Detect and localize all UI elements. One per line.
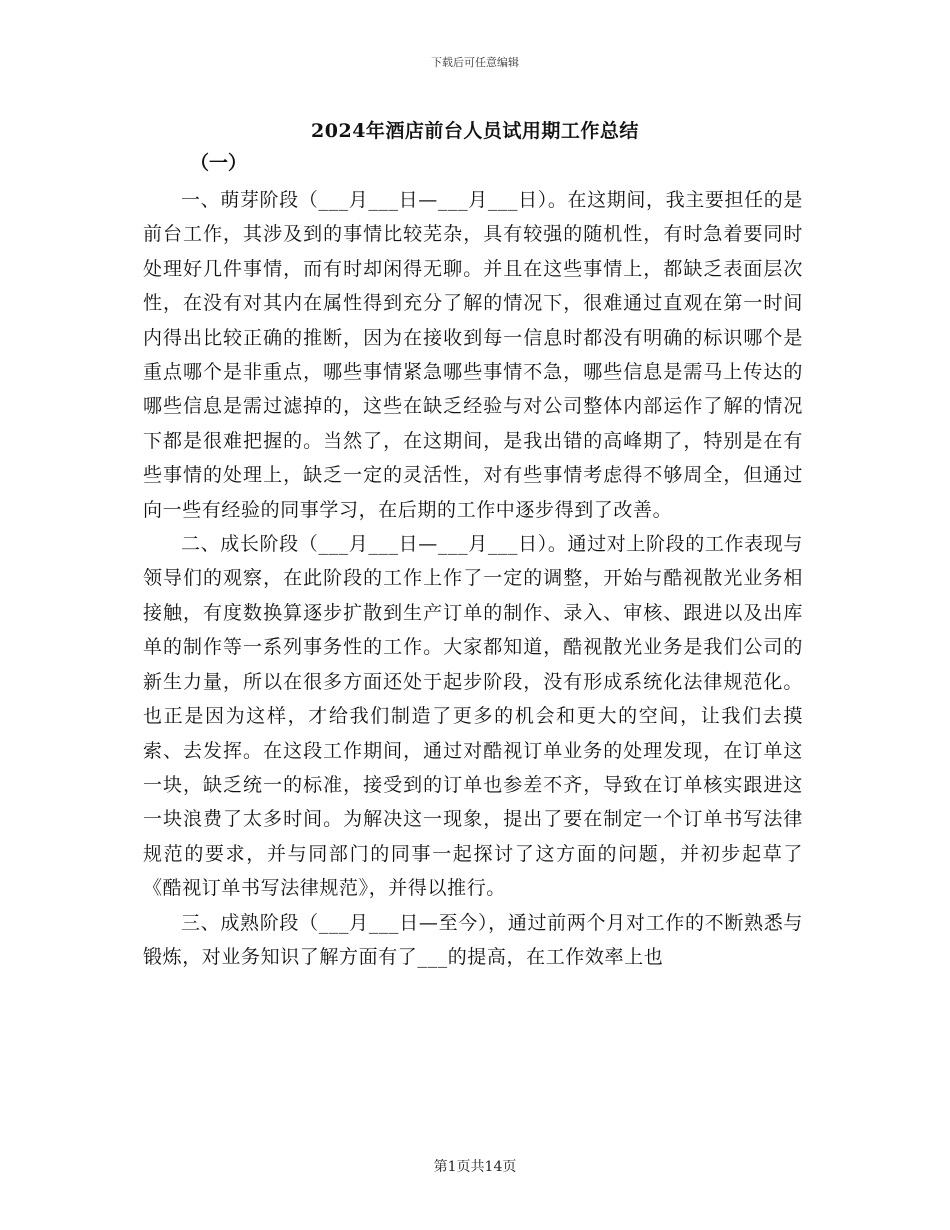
- page-header-note: 下载后可任意编辑: [431, 56, 519, 69]
- document-body: [143, 183, 803, 974]
- section-marker: （一）: [190, 152, 248, 174]
- paragraph-growth-stage: 二、成长阶段（___月___日—___月___日）。通过对上阶段的工作表现与领导们的观察，在此阶段的工作上作了一定的调整，开始与酷视散光业务相接触，有度数换算逐步扩散到生产订单的制作、录入、审核、跟进以及出库单的制作等一系列事务性的工作。大家都知道，酷视散光业务是我们公司的新生力量，所以在很多方面还处于起步阶段，没有形成系统化法律规范化。也正是因为这样，才给我们制造了更多的机会和更大的空间，让我们去摸索、去发挥。在这段工作期间，通过对酷视订单业务的处理发现，在订单这一块，缺乏统一的标准，接受到的订单也参差不齐，导致在订单核实跟进这一块浪费了太多时间。为解决这一现象，提出了要在制定一个订单书写法律规范的要求，并与同部门的同事一起探讨了这方面的问题，并初步起草了《酷视订单书写法律规范》，并得以推行。: [143, 533, 803, 900]
- paragraph-mature-stage: 三、成熟阶段（___月___日—至今），通过前两个月对工作的不断熟悉与锻炼，对业务知识了解方面有了___的提高，在工作效率上也: [143, 911, 803, 968]
- document-title: 2024年酒店前台人员试用期工作总结: [311, 120, 639, 142]
- paragraph-sprouting-stage: 一、萌芽阶段（___月___日—___月___日）。在这期间，我主要担任的是前台工作，其涉及到的事情比较芜杂，具有较强的随机性，有时急着要同时处理好几件事情，而有时却闲得无聊。并且在这些事情上，都缺乏表面层次性，在没有对其内在属性得到充分了解的情况下，很难通过直观在第一时间内得出比较正确的推断，因为在接收到每一信息时都没有明确的标识哪个是重点哪个是非重点，哪些事情紧急哪些事情不急，哪些信息是需马上传达的哪些信息是需过滤掉的，这些在缺乏经验与对公司整体内部运作了解的情况下都是很难把握的。当然了，在这期间，是我出错的高峰期了，特别是在有些事情的处理上，缺乏一定的灵活性，对有些事情考虑得不够周全，但通过向一些有经验的同事学习，在后期的工作中逐步得到了改善。: [143, 189, 803, 521]
- page-footer-number: 第1页共14页: [433, 1159, 517, 1175]
